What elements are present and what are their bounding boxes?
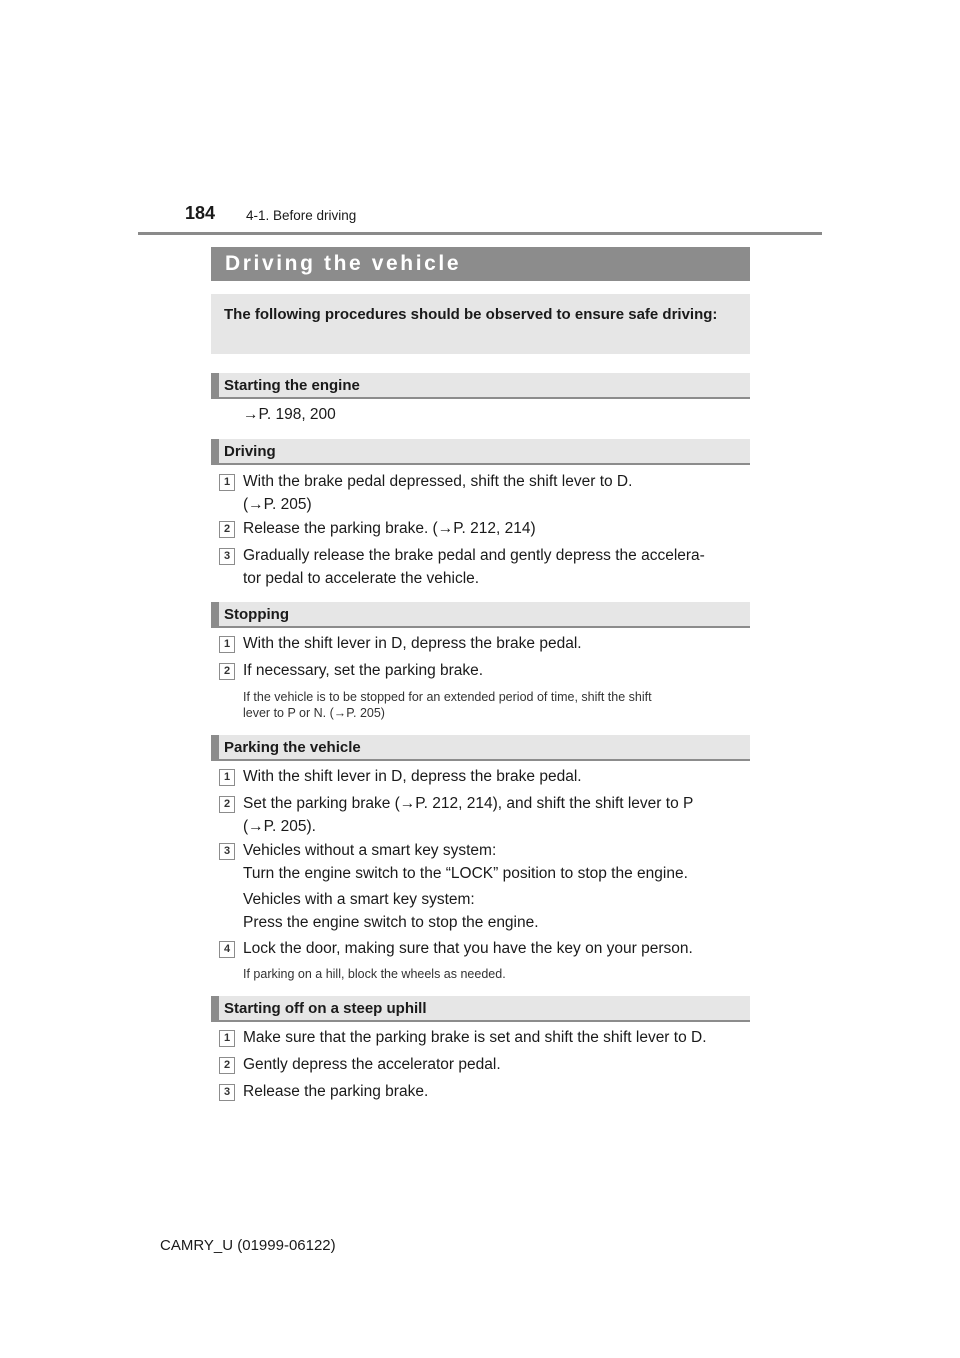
note-text: lever to P or N. (→P. 205) — [243, 706, 385, 720]
step-number: 1 — [219, 636, 235, 653]
step-number: 2 — [219, 663, 235, 680]
step-number: 3 — [219, 1084, 235, 1101]
step-text: Press the engine switch to stop the engine. — [243, 914, 539, 931]
step-number: 4 — [219, 941, 235, 958]
step-text: Turn the engine switch to the “LOCK” position to stop the engine. — [243, 865, 688, 882]
heading-driving — [211, 439, 750, 465]
step-text: With the shift lever in D, depress the brake pedal. — [243, 768, 582, 785]
step-text: tor pedal to accelerate the vehicle. — [243, 570, 480, 587]
step-text: (→P. 205) — [243, 496, 312, 513]
step-text: Vehicles with a smart key system: — [243, 891, 475, 908]
step-text: Make sure that the parking brake is set and shift the shift lever to D. — [243, 1029, 707, 1046]
step-number: 1 — [219, 769, 235, 786]
header-rule — [138, 232, 822, 235]
step-text: With the brake pedal depressed, shift the shift lever to D. — [243, 473, 633, 490]
heading-label: Driving — [224, 443, 276, 460]
note-text: If the vehicle is to be stopped for an extended period of time, shift the shift — [243, 690, 652, 704]
step-text: With the shift lever in D, depress the brake pedal. — [243, 635, 582, 652]
step-text: If necessary, set the parking brake. — [243, 662, 484, 679]
step-number: 1 — [219, 474, 235, 491]
step-number: 2 — [219, 521, 235, 538]
step-text: Lock the door, making sure that you have the key on your person. — [243, 940, 693, 957]
heading-parking — [211, 735, 750, 761]
heading-label: Starting the engine — [224, 377, 360, 394]
step-number: 3 — [219, 548, 235, 565]
step-text: Set the parking brake (→P. 212, 214), and shift the shift lever to P — [243, 795, 694, 812]
heading-starting-engine — [211, 373, 750, 399]
step-text: (→P. 205). — [243, 818, 316, 835]
step-text: Gently depress the accelerator pedal. — [243, 1056, 501, 1073]
page-title: Driving the vehicle — [225, 252, 462, 275]
page-number: 184 — [185, 203, 216, 223]
step-text: Release the parking brake. — [243, 1083, 429, 1100]
step-text: Gradually release the brake pedal and gently depress the accelera- — [243, 547, 705, 564]
heading-uphill — [211, 996, 750, 1022]
starting-engine-ref: →P. 198, 200 — [243, 406, 336, 423]
step-number: 3 — [219, 843, 235, 860]
step-number: 2 — [219, 1057, 235, 1074]
step-text: Release the parking brake. (→P. 212, 214) — [243, 520, 536, 537]
heading-label: Parking the vehicle — [224, 739, 361, 756]
heading-stopping — [211, 602, 750, 628]
step-number: 1 — [219, 1030, 235, 1047]
note-text: If parking on a hill, block the wheels as needed. — [243, 967, 506, 981]
footer-model-code: CAMRY_U (01999-06122) — [160, 1237, 336, 1254]
intro-box — [211, 294, 750, 354]
page-title-bar — [211, 247, 750, 281]
step-text: Vehicles without a smart key system: — [243, 842, 497, 859]
intro-text: The following procedures should be observed to ensure safe driving: — [224, 306, 718, 323]
step-number: 2 — [219, 796, 235, 813]
heading-label: Starting off on a steep uphill — [224, 1000, 427, 1017]
heading-label: Stopping — [224, 606, 289, 623]
section-title: 4-1. Before driving — [246, 208, 357, 223]
